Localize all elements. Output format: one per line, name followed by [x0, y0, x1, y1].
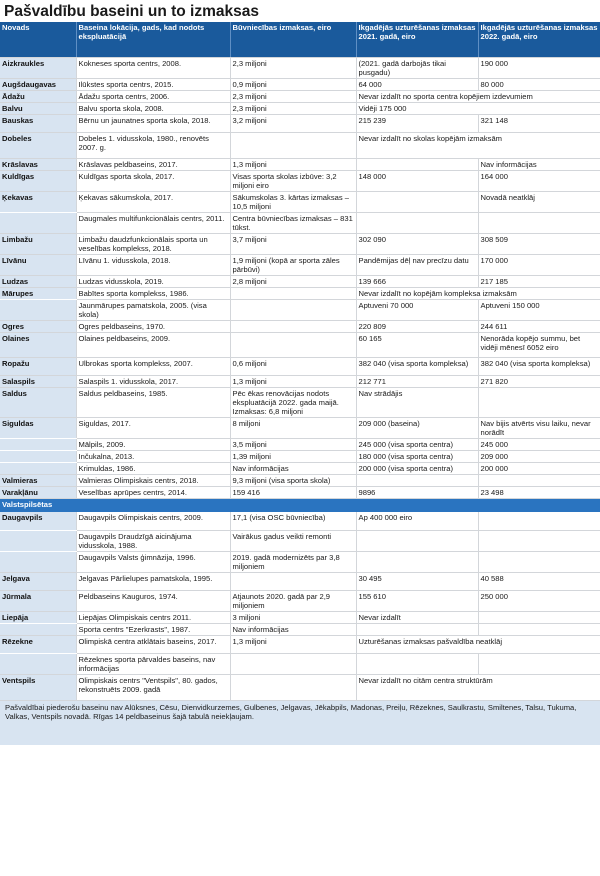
cell-location: Jelgavas Pārlielupes pamatskola, 1995.	[76, 572, 230, 590]
cell-maint-2021: 148 000	[356, 171, 478, 192]
cell-novads	[0, 451, 76, 463]
cell-maintenance-merged: Nevar izdalīt no citām centra struktūrām	[356, 674, 600, 700]
cell-novads: Ķekavas	[0, 192, 76, 213]
cell-novads: Liepāja	[0, 611, 76, 623]
cell-novads	[0, 439, 76, 451]
cell-location: Mālpils, 2009.	[76, 439, 230, 451]
table-row	[0, 103, 600, 115]
cell-novads	[0, 623, 76, 635]
cell-novads: Siguldas	[0, 418, 76, 439]
cell-maint-2021: (2021. gadā darbojās tikai pusgadu)	[356, 58, 478, 79]
cell-maint-2021: Ap 400 000 eiro	[356, 512, 478, 530]
cell-novads	[0, 530, 76, 551]
cell-location: Ilūkstes sporta centrs, 2015.	[76, 79, 230, 91]
table-row	[0, 418, 600, 439]
cell-maint-2022	[478, 623, 600, 635]
cell-maint-2021: 9896	[356, 487, 478, 499]
table-row	[0, 512, 600, 530]
cell-maint-2022	[478, 475, 600, 487]
cell-build-cost: Nav informācijas	[230, 463, 356, 475]
table-row	[0, 79, 600, 91]
table-row	[0, 590, 600, 611]
cell-location: Siguldas, 2017.	[76, 418, 230, 439]
cell-location: Peldbaseins Kauguros, 1974.	[76, 590, 230, 611]
cell-build-cost	[230, 321, 356, 333]
cell-novads: Krāslavas	[0, 159, 76, 171]
cell-novads: Aizkraukles	[0, 58, 76, 79]
cell-novads: Varakļānu	[0, 487, 76, 499]
table-row	[0, 58, 600, 79]
table-row	[0, 653, 600, 674]
cell-build-cost: Centra būvniecības izmaksas – 831 tūkst.	[230, 213, 356, 234]
cell-maint-2021: 155 610	[356, 590, 478, 611]
cell-maint-2021: 200 000 (visa sporta centra)	[356, 463, 478, 475]
cell-build-cost: 1,9 miljoni (kopā ar sporta zāles pārbūvi)	[230, 255, 356, 276]
cell-maint-2022: 200 000	[478, 463, 600, 475]
cell-maint-2022: 308 509	[478, 234, 600, 255]
cell-novads: Olaines	[0, 333, 76, 358]
cell-build-cost: 17,1 (visa OSC būvniecība)	[230, 512, 356, 530]
cell-novads: Balvu	[0, 103, 76, 115]
cell-maint-2022	[478, 611, 600, 623]
cell-maint-2021: Pandēmijas dēļ nav precīzu datu	[356, 255, 478, 276]
cell-novads: Limbažu	[0, 234, 76, 255]
cell-maint-2021: 245 000 (visa sporta centra)	[356, 439, 478, 451]
cell-novads: Jelgava	[0, 572, 76, 590]
cell-location: Bērnu un jaunatnes sporta skola, 2018.	[76, 115, 230, 133]
cell-maint-2022	[478, 512, 600, 530]
cell-build-cost: 2,3 miljoni	[230, 91, 356, 103]
cell-maintenance-merged: Vidēji 175 000	[356, 103, 600, 115]
cell-location: Jaunmārupes pamatskola, 2005. (visa skola)	[76, 300, 230, 321]
cell-maint-2022: Nenorāda kopējo summu, bet vidēji mēnesī 6052 eiro	[478, 333, 600, 358]
cell-build-cost	[230, 572, 356, 590]
cell-novads: Ogres	[0, 321, 76, 333]
cell-novads: Bauskas	[0, 115, 76, 133]
cell-maintenance-merged: Nevar izdalīt no kopējām kompleksa izmaksām	[356, 288, 600, 300]
cell-maint-2021	[356, 623, 478, 635]
table-row	[0, 133, 600, 159]
cell-maint-2022	[478, 551, 600, 572]
cell-build-cost: 2019. gadā modernizēts par 3,8 miljoniem	[230, 551, 356, 572]
cell-maint-2021: Nevar izdalīt	[356, 611, 478, 623]
cell-maint-2021	[356, 213, 478, 234]
cell-maint-2022	[478, 530, 600, 551]
cell-maint-2021	[356, 159, 478, 171]
cell-maintenance-merged: Uzturēšanas izmaksas pašvaldība neatklāj	[356, 635, 600, 653]
cell-maint-2022: 23 498	[478, 487, 600, 499]
cell-novads	[0, 463, 76, 475]
table-row	[0, 333, 600, 358]
cell-maint-2021	[356, 551, 478, 572]
cell-maint-2022: 209 000	[478, 451, 600, 463]
table-row	[0, 376, 600, 388]
cell-build-cost: 9,3 miljoni (visa sporta skola)	[230, 475, 356, 487]
cell-location: Ludzas vidusskola, 2019.	[76, 276, 230, 288]
page-title: Pašvaldību baseini un to izmaksas	[4, 3, 259, 20]
cell-build-cost: Vairākus gadus veikti remonti	[230, 530, 356, 551]
cell-maint-2021	[356, 475, 478, 487]
col-header-novads: Novads	[0, 22, 76, 58]
cell-location: Olimpiskais centrs "Ventspils", 80. gados, rekonstruēts 2009. gadā	[76, 674, 230, 700]
table-header-row	[0, 22, 600, 58]
cell-build-cost	[230, 133, 356, 159]
cell-build-cost: 3,2 miljoni	[230, 115, 356, 133]
cell-maintenance-merged: Nevar izdalīt no skolas kopējām izmaksām	[356, 133, 600, 159]
cell-maint-2022: 164 000	[478, 171, 600, 192]
cell-build-cost: 3 miljoni	[230, 611, 356, 623]
cell-maint-2022: Novadā neatklāj	[478, 192, 600, 213]
cell-location: Valmieras Olimpiskais centrs, 2018.	[76, 475, 230, 487]
col-header-maint-2021: Ikgadējās uzturēšanas izmaksas 2021. gadā, eiro	[356, 22, 478, 58]
cell-maint-2021: 30 495	[356, 572, 478, 590]
cell-novads: Dobeles	[0, 133, 76, 159]
cell-maint-2021	[356, 653, 478, 674]
cell-novads: Daugavpils	[0, 512, 76, 530]
cell-location: Veselības aprūpes centrs, 2014.	[76, 487, 230, 499]
table-row	[0, 300, 600, 321]
cell-build-cost: 2,3 miljoni	[230, 103, 356, 115]
cell-novads: Ventspils	[0, 674, 76, 700]
table-row	[0, 115, 600, 133]
cell-maint-2022: 80 000	[478, 79, 600, 91]
table-row	[0, 623, 600, 635]
cell-novads	[0, 213, 76, 234]
cell-novads: Ludzas	[0, 276, 76, 288]
cell-build-cost: 3,5 miljoni	[230, 439, 356, 451]
cell-build-cost: Visas sporta skolas izbūve: 3,2 miljoni eiro	[230, 171, 356, 192]
table-row	[0, 635, 600, 653]
cell-build-cost	[230, 674, 356, 700]
cell-build-cost: 1,39 miljoni	[230, 451, 356, 463]
cell-location: Ķekavas sākumskola, 2017.	[76, 192, 230, 213]
table-row	[0, 475, 600, 487]
table-row	[0, 388, 600, 418]
cell-maint-2021: 64 000	[356, 79, 478, 91]
cell-build-cost: 2,3 miljoni	[230, 58, 356, 79]
cell-build-cost	[230, 333, 356, 358]
table-row	[0, 255, 600, 276]
cell-maint-2022: 217 185	[478, 276, 600, 288]
table-row	[0, 288, 600, 300]
cell-maint-2021: 209 000 (baseina)	[356, 418, 478, 439]
cell-build-cost: Nav informācijas	[230, 623, 356, 635]
col-header-maint-2022: Ikgadējās uzturēšanas izmaksas 2022. gadā, eiro	[478, 22, 600, 58]
table-row	[0, 487, 600, 499]
cell-maint-2021: 382 040 (visa sporta kompleksa)	[356, 358, 478, 376]
cell-location: Dobeles 1. vidusskola, 1980., renovēts 2007. g.	[76, 133, 230, 159]
cell-build-cost: 2,8 miljoni	[230, 276, 356, 288]
cell-maint-2021: 139 666	[356, 276, 478, 288]
cell-location: Limbažu daudzfunkcionālais sporta un veselības komplekss, 2018.	[76, 234, 230, 255]
table-row	[0, 321, 600, 333]
cell-location: Balvu sporta skola, 2008.	[76, 103, 230, 115]
pools-table	[0, 22, 600, 701]
cell-maint-2021	[356, 192, 478, 213]
cell-location: Saldus peldbaseins, 1985.	[76, 388, 230, 418]
cell-build-cost	[230, 653, 356, 674]
cell-build-cost: 159 416	[230, 487, 356, 499]
cell-novads: Ādažu	[0, 91, 76, 103]
cell-maint-2021: Nav strādājis	[356, 388, 478, 418]
cell-maint-2021	[356, 530, 478, 551]
cell-novads: Saldus	[0, 388, 76, 418]
cell-maint-2022	[478, 213, 600, 234]
cell-location: Daugavpils Valsts ģimnāzija, 1996.	[76, 551, 230, 572]
cell-location: Ogres peldbaseins, 1970.	[76, 321, 230, 333]
table-row	[0, 611, 600, 623]
table-row	[0, 171, 600, 192]
cell-maint-2022: 245 000	[478, 439, 600, 451]
cell-build-cost: 0,9 miljoni	[230, 79, 356, 91]
cell-novads: Rēzekne	[0, 635, 76, 653]
table-row	[0, 572, 600, 590]
table-row	[0, 91, 600, 103]
cell-build-cost: 1,3 miljoni	[230, 376, 356, 388]
cell-maint-2022	[478, 388, 600, 418]
cell-maint-2022: 382 040 (visa sporta kompleksa)	[478, 358, 600, 376]
cell-build-cost: Atjaunots 2020. gadā par 2,9 miljoniem	[230, 590, 356, 611]
table-row	[0, 213, 600, 234]
footnote: Pašvaldībai piederošu baseinu nav Alūksnes, Cēsu, Dienvidkurzemes, Gulbenes, Jelgavas, Jēkabpils, Madonas, Preiļu, Rēzeknes, Saulkrastu, Smiltenes, Talsu, Tukuma, Valkas, Ventspils novadā. Rīgas 14 peldbaseinus šajā tabulā neiekļaujam.	[0, 701, 600, 745]
table-row	[0, 192, 600, 213]
cell-maint-2022: 170 000	[478, 255, 600, 276]
cell-maint-2022: Aptuveni 150 000	[478, 300, 600, 321]
cell-novads	[0, 653, 76, 674]
cell-maint-2022: 190 000	[478, 58, 600, 79]
cell-location: Salaspils 1. vidusskola, 2017.	[76, 376, 230, 388]
cell-location: Daugavpils Draudzīgā aicinājuma vidusskola, 1988.	[76, 530, 230, 551]
cell-build-cost: 8 miljoni	[230, 418, 356, 439]
cell-location: Olaines peldbaseins, 2009.	[76, 333, 230, 358]
cell-location: Kuldīgas sporta skola, 2017.	[76, 171, 230, 192]
cell-location: Ulbrokas sporta komplekss, 2007.	[76, 358, 230, 376]
cell-location: Liepājas Olimpiskais centrs 2011.	[76, 611, 230, 623]
cell-build-cost: 3,7 miljoni	[230, 234, 356, 255]
cell-location: Krāslavas peldbaseins, 2017.	[76, 159, 230, 171]
cell-novads: Augšdaugavas	[0, 79, 76, 91]
cell-maint-2022: Nav informācijas	[478, 159, 600, 171]
cell-build-cost	[230, 288, 356, 300]
cell-build-cost: Sākumskolas 3. kārtas izmaksas – 10,5 miljoni	[230, 192, 356, 213]
cell-maint-2021: Aptuveni 70 000	[356, 300, 478, 321]
cell-novads: Līvānu	[0, 255, 76, 276]
cell-location: Olimpiskā centra atklātais baseins, 2017.	[76, 635, 230, 653]
cell-build-cost: 1,3 miljoni	[230, 635, 356, 653]
table-row	[0, 451, 600, 463]
cell-location: Līvānu 1. vidusskola, 2018.	[76, 255, 230, 276]
cell-build-cost	[230, 300, 356, 321]
section-row	[0, 499, 600, 513]
cell-maint-2022: 250 000	[478, 590, 600, 611]
cell-location: Krimuldas, 1986.	[76, 463, 230, 475]
table-row	[0, 439, 600, 451]
cell-maint-2021: 220 809	[356, 321, 478, 333]
cell-maint-2021: 212 771	[356, 376, 478, 388]
table-row	[0, 358, 600, 376]
cell-maint-2021: 60 165	[356, 333, 478, 358]
cell-maint-2021: 180 000 (visa sporta centra)	[356, 451, 478, 463]
table-row	[0, 234, 600, 255]
cell-novads	[0, 551, 76, 572]
cell-novads	[0, 300, 76, 321]
cell-build-cost: Pēc ēkas renovācijas nodots ekspluatācijā 2022. gada maijā. Izmaksas: 6,8 miljoni	[230, 388, 356, 418]
cell-novads: Valmieras	[0, 475, 76, 487]
cell-novads: Salaspils	[0, 376, 76, 388]
table-body	[0, 58, 600, 701]
table-row	[0, 276, 600, 288]
table-row	[0, 463, 600, 475]
table-row	[0, 530, 600, 551]
table-row	[0, 551, 600, 572]
cell-maint-2022: Nav bijis atvērts visu laiku, nevar norādīt	[478, 418, 600, 439]
cell-maintenance-merged: Nevar izdalīt no sporta centra kopējiem izdevumiem	[356, 91, 600, 103]
cell-novads: Mārupes	[0, 288, 76, 300]
cell-build-cost: 1,3 miljoni	[230, 159, 356, 171]
table-row	[0, 674, 600, 700]
cell-location: Kokneses sporta centrs, 2008.	[76, 58, 230, 79]
col-header-build-cost: Būvniecības izmaksas, eiro	[230, 22, 356, 58]
section-label: Valstspilsētas	[0, 499, 600, 513]
cell-location: Daugavpils Olimpiskais centrs, 2009.	[76, 512, 230, 530]
cell-maint-2022: 244 611	[478, 321, 600, 333]
cell-novads: Ropažu	[0, 358, 76, 376]
cell-novads: Kuldīgas	[0, 171, 76, 192]
cell-maint-2022: 271 820	[478, 376, 600, 388]
cell-maint-2022: 40 588	[478, 572, 600, 590]
cell-location: Babītes sporta komplekss, 1986.	[76, 288, 230, 300]
table-row	[0, 159, 600, 171]
cell-maint-2022	[478, 653, 600, 674]
cell-location: Ādažu sporta centrs, 2006.	[76, 91, 230, 103]
cell-location: Rēzeknes sporta pārvaldes baseins, nav informācijas	[76, 653, 230, 674]
cell-maint-2021: 215 239	[356, 115, 478, 133]
cell-maint-2021: 302 090	[356, 234, 478, 255]
cell-novads: Jūrmala	[0, 590, 76, 611]
cell-build-cost: 0,6 miljoni	[230, 358, 356, 376]
cell-location: Sporta centrs "Ezerkrasts", 1987.	[76, 623, 230, 635]
cell-location: Inčukalna, 2013.	[76, 451, 230, 463]
cell-maint-2022: 321 148	[478, 115, 600, 133]
cell-location: Daugmales multifunkcionālais centrs, 2011.	[76, 213, 230, 234]
col-header-location: Baseina lokācija, gads, kad nodots ekspluatācijā	[76, 22, 230, 58]
